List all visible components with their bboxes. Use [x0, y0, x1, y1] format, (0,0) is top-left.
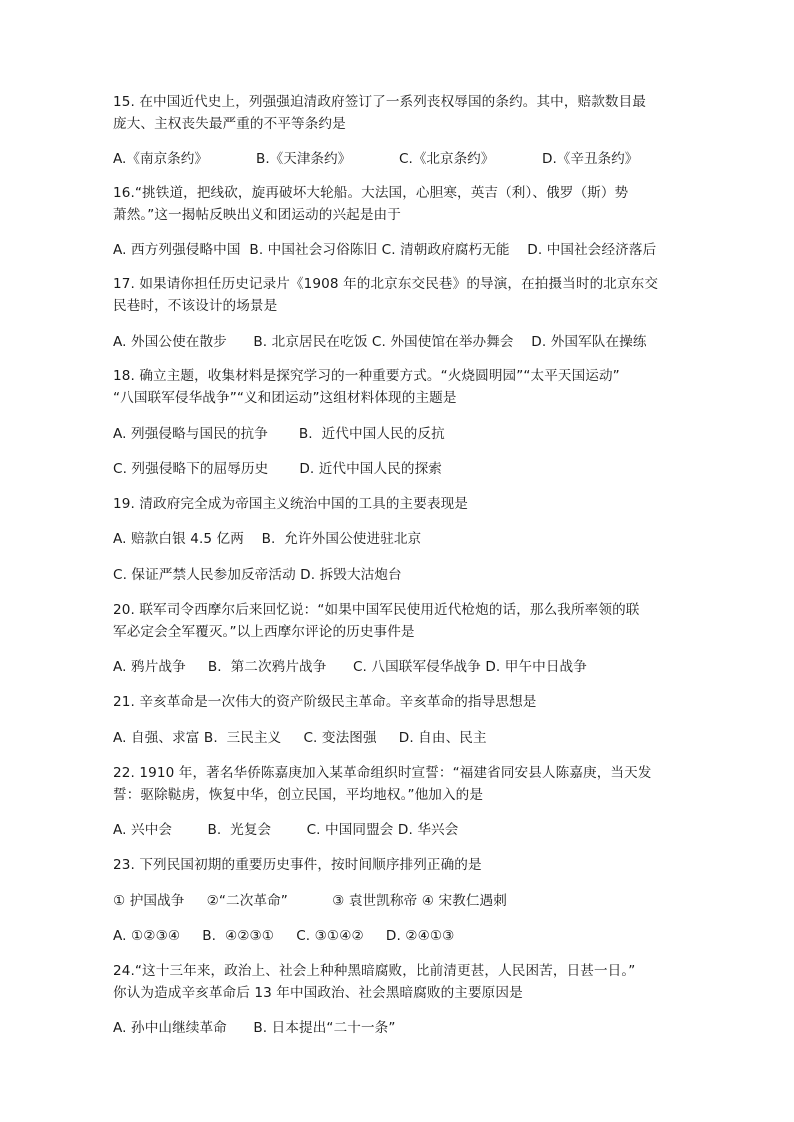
q17-options: A. 外国公使在散步 B. 北京居民在吃饭 C. 外国使馆在举办舞会 D. 外国军队在操练: [113, 334, 647, 350]
q24-options: A. 孙中山继续革命 B. 日本提出“二十一条”: [113, 1020, 396, 1036]
q16-stem-line-2: 萧然。”这一揭帖反映出义和团运动的兴起是由于: [113, 207, 401, 223]
q24-stem-line-1: 24.“这十三年来，政治上、社会上种种黑暗腐败，比前清更甚，人民困苦，日甚一日。”: [113, 963, 636, 979]
q21-options: A. 自强、求富 B. 三民主义 C. 变法图强 D. 自由、民主: [113, 730, 487, 746]
q19-options-row-2: C. 保证严禁人民参加反帝活动 D. 拆毁大沽炮台: [113, 567, 402, 583]
q18-options-row-1: A. 列强侵略与国民的抗争 B. 近代中国人民的反抗: [113, 426, 445, 442]
q16-stem-line-1: 16.“挑铁道，把线砍，旋再破坏大轮船。大法国，心胆寒，英吉（利）、俄罗（斯）势: [113, 185, 629, 201]
q22-options: A. 兴中会 B. 光复会 C. 中国同盟会 D. 华兴会: [113, 822, 459, 838]
q15-stem-line-1: 15. 在中国近代史上，列强强迫清政府签订了一系列丧权辱国的条约。其中，赔款数目最: [113, 94, 647, 110]
q22-stem-line-1: 22. 1910 年，著名华侨陈嘉庚加入某革命组织时宣誓：“福建省同安县人陈嘉庚，当天发: [113, 765, 652, 781]
q23-options: A. ①②③④ B. ④②③① C. ③①④② D. ②④①③: [113, 928, 455, 944]
q20-stem-line-2: 军必定会全军覆灭。”以上西摩尔评论的历史事件是: [113, 624, 415, 640]
q20-stem-line-1: 20. 联军司令西摩尔后来回忆说：“如果中国军民使用近代枪炮的话，那么我所率领的联: [113, 602, 640, 618]
q24-stem-line-2: 你认为造成辛亥革命后 13 年中国政治、社会黑暗腐败的主要原因是: [113, 985, 523, 1001]
q23-events: ① 护国战争 ②“二次革命” ③ 袁世凯称帝 ④ 宋教仁遇刺: [113, 893, 507, 909]
q23-stem: 23. 下列民国初期的重要历史事件，按时间顺序排列正确的是: [113, 857, 482, 873]
q22-stem-line-2: 誓：驱除鞑虏，恢复中华，创立民国，平均地权。”他加入的是: [113, 787, 484, 803]
q20-options: A. 鸦片战争 B. 第二次鸦片战争 C. 八国联军侵华战争 D. 甲午中日战争: [113, 659, 587, 675]
q15-stem-line-2: 庞大、主权丧失最严重的不平等条约是: [113, 116, 346, 132]
q18-options-row-2: C. 列强侵略下的屈辱历史 D. 近代中国人民的探索: [113, 461, 442, 477]
q15-option-d: D.《辛丑条约》: [542, 151, 639, 167]
q19-stem: 19. 清政府完全成为帝国主义统治中国的工具的主要表现是: [113, 496, 468, 512]
q16-options: A. 西方列强侵略中国 B. 中国社会习俗陈旧 C. 清朝政府腐朽无能 D. 中国社会经济落后: [113, 242, 657, 258]
q15-option-a: A.《南京条约》: [113, 151, 208, 167]
q18-stem-line-1: 18. 确立主题，收集材料是探究学习的一种重要方式。“火烧圆明园”“太平天国运动”: [113, 368, 620, 384]
q15-option-c: C.《北京条约》: [399, 151, 495, 167]
q17-stem-line-2: 民巷时，不该设计的场景是: [113, 298, 278, 314]
q17-stem-line-1: 17. 如果请你担任历史记录片《1908 年的北京东交民巷》的导演，在拍摄当时的北京东交: [113, 276, 659, 292]
q15-option-b: B.《天津条约》: [256, 151, 352, 167]
q19-options-row-1: A. 赔款白银 4.5 亿两 B. 允许外国公使进驻北京: [113, 531, 422, 547]
q18-stem-line-2: “八国联军侵华战争”“义和团运动”这组材料体现的主题是: [113, 390, 457, 406]
q21-stem: 21. 辛亥革命是一次伟大的资产阶级民主革命。辛亥革命的指导思想是: [113, 694, 537, 710]
